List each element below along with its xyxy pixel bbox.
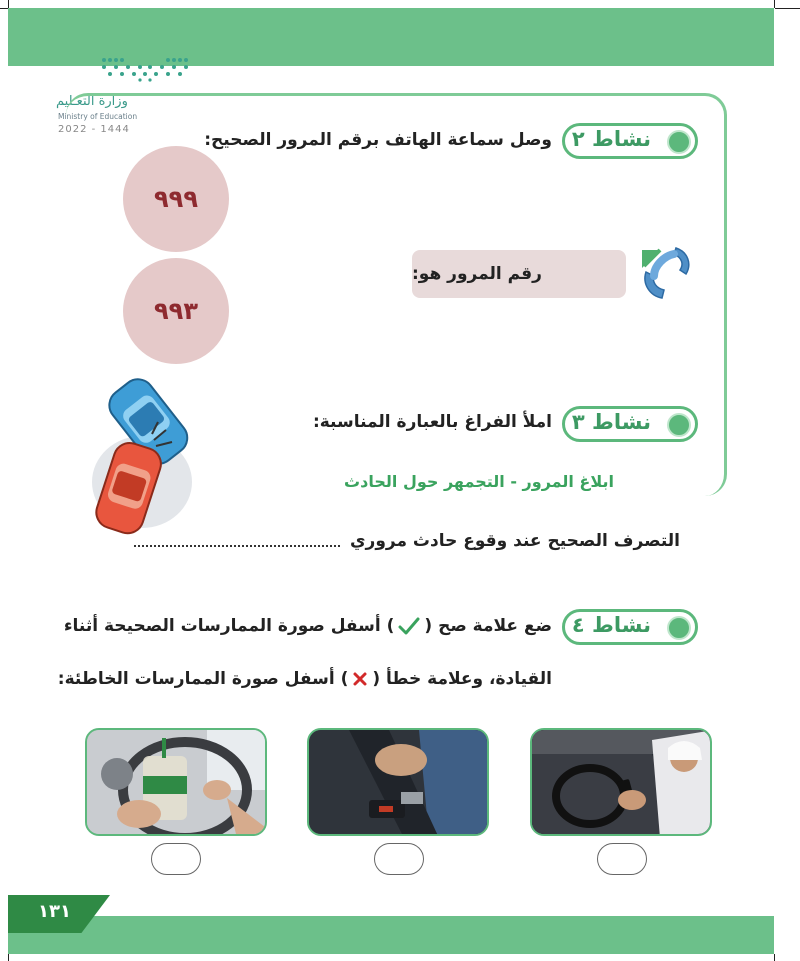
drinking-while-driving-image [87, 730, 267, 836]
crop-mark [774, 954, 775, 961]
phone-handset-icon [636, 242, 696, 302]
cross-mark-icon [352, 671, 368, 687]
photo-drinking-while-driving [85, 728, 267, 836]
activity-4-instruction-line-2 [58, 669, 552, 689]
ministry-name-ar: وزارة التعـليم [56, 94, 128, 109]
check-mark-icon [398, 616, 420, 636]
activity-3-label: نشاط ٣ [571, 410, 651, 434]
activity-3-instruction: املأ الفراغ بالعبارة المناسبة: [312, 412, 552, 432]
answer-box-photo-3[interactable] [151, 843, 201, 875]
activity-2-badge [562, 123, 698, 159]
driver-using-phone-image [532, 730, 712, 836]
academic-year: 2022 - 1444 [58, 124, 130, 135]
instruction-part: ضع علامة صح ( [424, 616, 552, 636]
activity-4-badge [562, 609, 698, 645]
crop-mark [775, 8, 800, 9]
photo-phone-while-driving [530, 728, 712, 836]
instruction-part: القيادة، وعلامة خطأ ( [372, 669, 552, 689]
footer-band [8, 916, 774, 954]
photo-fastening-seatbelt [307, 728, 489, 836]
traffic-number-box[interactable]: رقم المرور هو: [412, 250, 626, 298]
instruction-part: ) أسفل صورة الممارسات الخاطئة: [57, 669, 349, 689]
activity-2-instruction: وصل سماعة الهاتف برقم المرور الصحيح: [204, 130, 552, 150]
crop-mark [774, 0, 775, 8]
activity-4-label: نشاط ٤ [571, 613, 651, 637]
answer-box-photo-1[interactable] [597, 843, 647, 875]
ministry-logo-icon [100, 56, 190, 82]
car-accident-illustration [82, 372, 198, 540]
answer-box-photo-2[interactable] [374, 843, 424, 875]
page-number: ١٣١ [38, 901, 71, 922]
activity-3-badge [562, 406, 698, 442]
word-bank: ابلاغ المرور - التجمهر حول الحادث [344, 472, 614, 491]
badge-dot-icon [667, 616, 691, 640]
badge-dot-icon [667, 413, 691, 437]
answer-blank-line[interactable] [134, 545, 340, 547]
badge-dot-icon [667, 130, 691, 154]
number-option-999[interactable]: ٩٩٩ [123, 146, 229, 252]
ministry-name-en: Ministry of Education [58, 112, 138, 121]
instruction-part: ) أسفل صورة الممارسات الصحيحة أثناء [63, 616, 395, 636]
crop-mark [0, 8, 8, 9]
activity-4-instruction-line-1 [64, 616, 552, 636]
fill-blank-sentence: التصرف الصحيح عند وقوع حادث مروري [349, 531, 680, 551]
crop-mark [8, 954, 9, 961]
seatbelt-image [309, 730, 489, 836]
number-option-993[interactable]: ٩٩٣ [123, 258, 229, 364]
activity-2-label: نشاط ٢ [571, 127, 651, 151]
crop-mark [8, 0, 9, 8]
